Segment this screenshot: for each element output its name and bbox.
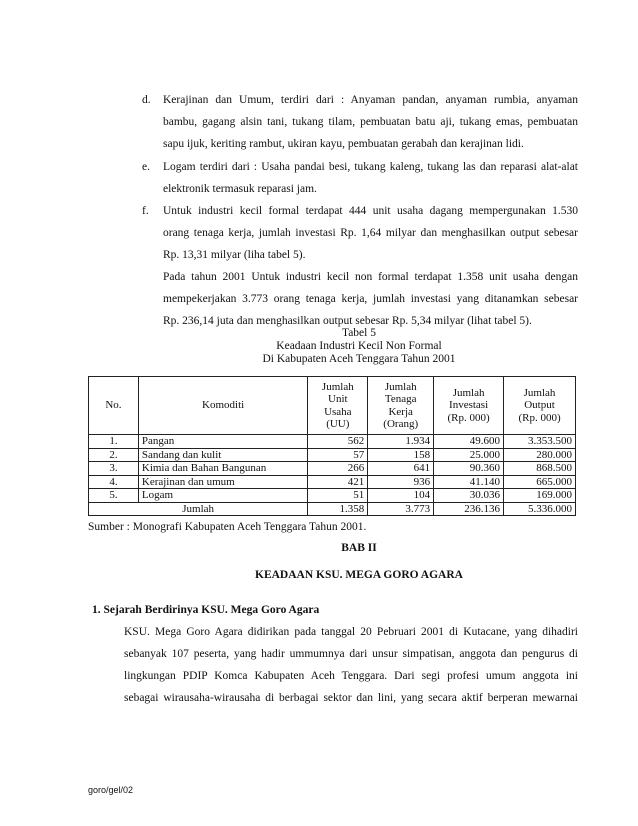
- cell-tenaga: 1.934: [368, 435, 434, 449]
- cell-output: 280.000: [504, 448, 576, 462]
- cell-output: 169.000: [504, 489, 576, 503]
- table-row: [89, 475, 576, 489]
- cell-investasi: 30.036: [434, 489, 504, 503]
- cell-tenaga: 641: [368, 462, 434, 476]
- cell-output: 3.353.500: [504, 435, 576, 449]
- cell-tenaga: 104: [368, 489, 434, 503]
- table-caption-title: Keadaan Industri Kecil Non Formal: [276, 340, 442, 352]
- header-no: No.: [89, 377, 139, 435]
- table-row: [89, 435, 576, 449]
- table-row: [89, 448, 576, 462]
- header-unit: Jumlah Unit Usaha (UU): [308, 377, 368, 435]
- table-header-row: [89, 377, 576, 435]
- list-f-line-6: Rp. 236,14 juta dan menghasilkan output sebesar Rp. 5,34 milyar (lihat tabel 5).: [163, 315, 532, 327]
- cell-komoditi: Sandang dan kulit: [138, 448, 307, 462]
- table-row: [89, 462, 576, 476]
- cell-output: 868.500: [504, 462, 576, 476]
- section-line-2: sebanyak 107 peserta, yang hadir ummumnya dari unsur simpatisan, anggota dan pengurus di: [124, 648, 578, 660]
- list-label-f: f.: [142, 205, 149, 217]
- cell-komoditi: Logam: [138, 489, 307, 503]
- cell-unit: 57: [308, 448, 368, 462]
- chapter-number: BAB II: [341, 542, 377, 554]
- section-line-3: lingkungan PDIP Komca Kabupaten Aceh Tenggara. Dari segi profesi umum anggota ini: [124, 670, 578, 682]
- cell-investasi: 41.140: [434, 475, 504, 489]
- cell-tenaga: 158: [368, 448, 434, 462]
- list-f-line-4: Pada tahun 2001 Untuk industri kecil non formal terdapat 1.358 unit usaha dengan: [163, 271, 578, 283]
- cell-no: 3.: [89, 462, 139, 476]
- total-tenaga: 3.773: [368, 502, 434, 516]
- list-label-e: e.: [142, 161, 150, 173]
- list-e-line-1: Logam terdiri dari : Usaha pandai besi, tukang kaleng, tukang las dan reparasi alat-alat: [163, 161, 578, 173]
- table-caption-subtitle: Di Kabupaten Aceh Tenggara Tahun 2001: [262, 353, 456, 365]
- cell-komoditi: Pangan: [138, 435, 307, 449]
- section-heading: 1. Sejarah Berdirinya KSU. Mega Goro Agara: [92, 604, 320, 616]
- chapter-title: KEADAAN KSU. MEGA GORO AGARA: [255, 569, 463, 581]
- list-e-line-2: elektronik termasuk reparasi jam.: [163, 183, 317, 195]
- cell-unit: 266: [308, 462, 368, 476]
- cell-unit: 421: [308, 475, 368, 489]
- cell-output: 665.000: [504, 475, 576, 489]
- table-caption-number: Tabel 5: [341, 327, 376, 339]
- cell-no: 2.: [89, 448, 139, 462]
- total-output: 5.336.000: [504, 502, 576, 516]
- header-komoditi: Komoditi: [138, 377, 307, 435]
- cell-komoditi: Kerajinan dan umum: [138, 475, 307, 489]
- header-tenaga: Jumlah Tenaga Kerja (Orang): [368, 377, 434, 435]
- total-investasi: 236.136: [434, 502, 504, 516]
- cell-tenaga: 936: [368, 475, 434, 489]
- cell-no: 1.: [89, 435, 139, 449]
- header-output: Jumlah Output (Rp. 000): [504, 377, 576, 435]
- cell-no: 5.: [89, 489, 139, 503]
- list-f-line-1: Untuk industri kecil formal terdapat 444 unit usaha dagang mempergunakan 1.530: [163, 205, 578, 217]
- table-total-row: [89, 502, 576, 516]
- table-row: [89, 489, 576, 503]
- list-d-line-1: Kerajinan dan Umum, terdiri dari : Anyaman pandan, anyaman rumbia, anyaman: [163, 94, 578, 106]
- cell-unit: 51: [308, 489, 368, 503]
- section-line-1: KSU. Mega Goro Agara didirikan pada tanggal 20 Pebruari 2001 di Kutacane, yang dihadiri: [124, 626, 578, 638]
- list-f-line-5: mempekerjakan 3.773 orang tenaga kerja, jumlah investasi yang ditanamkan sebesar: [163, 293, 578, 305]
- list-f-line-3: Rp. 13,31 milyar (liha tabel 5).: [163, 249, 306, 261]
- header-investasi: Jumlah Investasi (Rp. 000): [434, 377, 504, 435]
- cell-komoditi: Kimia dan Bahan Bangunan: [138, 462, 307, 476]
- list-label-d: d.: [142, 94, 151, 106]
- list-d-line-3: sapu ijuk, keriting rambut, ukiran kayu, pembuatan gerabah dan kerajinan lidi.: [163, 138, 524, 150]
- table-source: Sumber : Monografi Kabupaten Aceh Tenggara Tahun 2001.: [88, 521, 367, 533]
- cell-no: 4.: [89, 475, 139, 489]
- industry-table: [88, 376, 576, 516]
- cell-unit: 562: [308, 435, 368, 449]
- cell-investasi: 90.360: [434, 462, 504, 476]
- list-d-line-2: bambu, gagang alsin tani, tukang tilam, pembuatan batu aji, tukang emas, pembuatan: [163, 116, 578, 128]
- page-footer: goro/gel/02: [88, 785, 134, 795]
- cell-investasi: 25.000: [434, 448, 504, 462]
- list-f-line-2: orang tenaga kerja, jumlah investasi Rp. 1,64 milyar dan menghasilkan output sebesar: [163, 227, 578, 239]
- cell-investasi: 49.600: [434, 435, 504, 449]
- section-line-4: sebagai wirausaha-wirausaha di berbagai sektor dan lini, yang secara aktif berperan mewarnai: [124, 692, 578, 704]
- total-label: Jumlah: [89, 502, 308, 516]
- total-unit: 1.358: [308, 502, 368, 516]
